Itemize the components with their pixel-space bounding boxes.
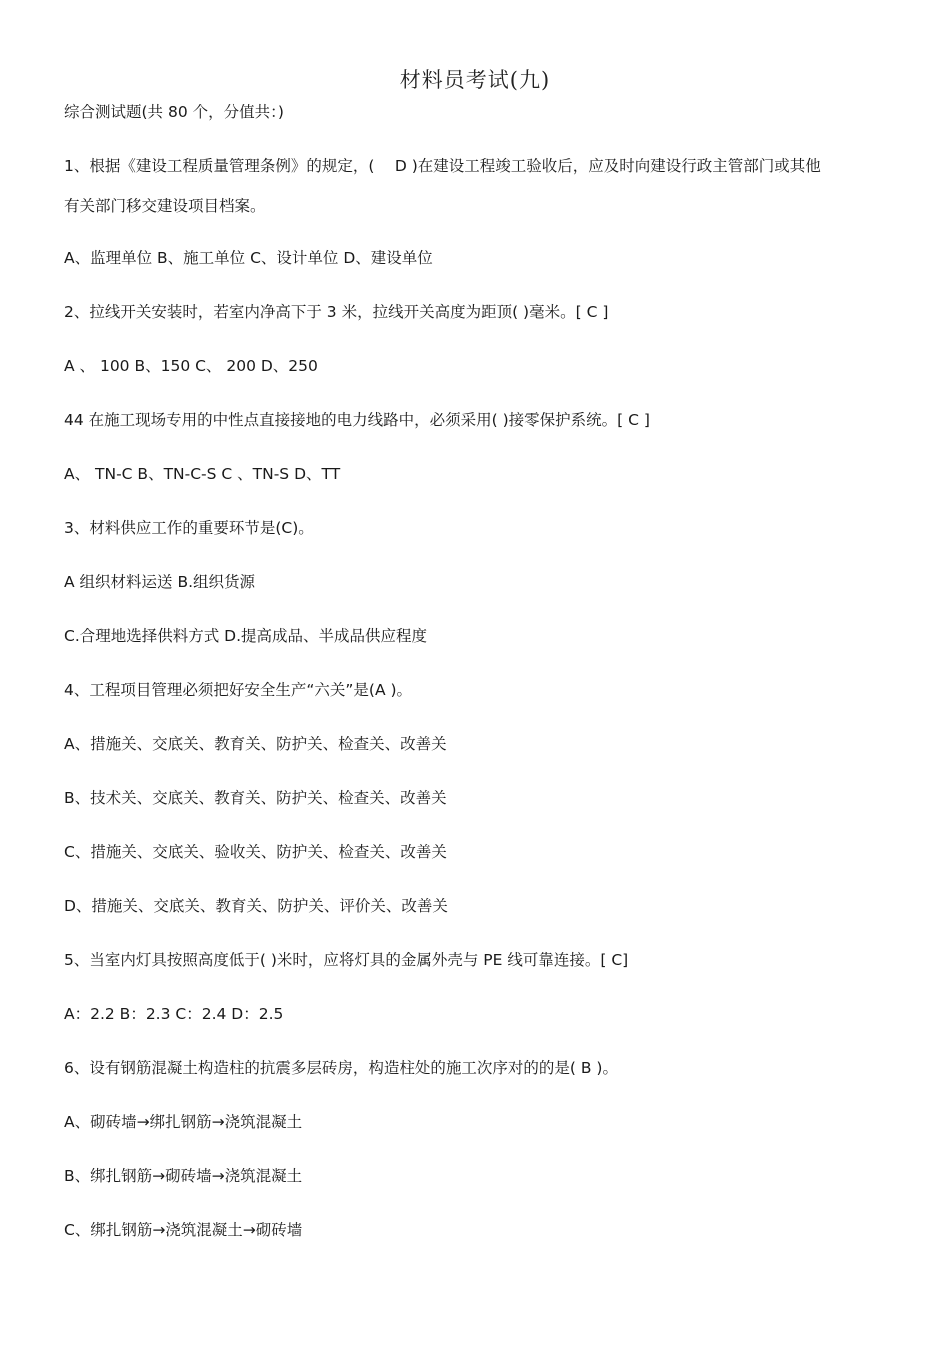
question-3-options-2: C.合理地选择供料方式 D.提高成品、半成品供应程度 [64, 627, 428, 645]
question-4-option-d: D、措施关、交底关、教育关、防护关、评价关、改善关 [64, 897, 448, 915]
question-4-option-a: A、措施关、交底关、教育关、防护关、检查关、改善关 [64, 735, 447, 753]
question-44-text: 44 在施工现场专用的中性点直接接地的电力线路中，必须采用( )接零保护系统。[ C ] [64, 411, 650, 429]
question-1-options: A、监理单位 B、施工单位 C、设计单位 D、建设单位 [64, 249, 433, 267]
question-5-text: 5、当室内灯具按照高度低于( )米时，应将灯具的金属外壳与 PE 线可靠连接。[ C] [64, 951, 629, 969]
question-3-text: 3、材料供应工作的重要环节是(C)。 [64, 519, 314, 537]
question-1-line-1: 1、根据《建设工程质量管理条例》的规定，( D )在建设工程竣工验收后，应及时向建设行政主管部门或其他 [64, 157, 821, 175]
question-6-option-b: B、绑扎钢筋→砌砖墙→浇筑混凝土 [64, 1167, 303, 1185]
question-5-options: A：2.2 B：2.3 C：2.4 D：2.5 [64, 1005, 284, 1023]
question-6-option-a: A、砌砖墙→绑扎钢筋→浇筑混凝土 [64, 1113, 303, 1131]
question-44-options: A、 TN-C B、TN-C-S C 、TN-S D、TT [64, 465, 341, 483]
question-6-option-c: C、绑扎钢筋→浇筑混凝土→砌砖墙 [64, 1221, 303, 1239]
question-4-option-b: B、技术关、交底关、教育关、防护关、检查关、改善关 [64, 789, 447, 807]
question-6-text: 6、设有钢筋混凝土构造柱的抗震多层砖房，构造柱处的施工次序对的的是( B )。 [64, 1059, 618, 1077]
question-4-option-c: C、措施关、交底关、验收关、防护关、检查关、改善关 [64, 843, 447, 861]
question-2-options: A 、 100 B、150 C、 200 D、250 [64, 357, 318, 375]
question-3-options-1: A 组织材料运送 B.组织货源 [64, 573, 256, 591]
document-title: 材料员考试(九) [399, 68, 551, 92]
question-4-text: 4、工程项目管理必须把好安全生产“六关”是(A )。 [64, 681, 413, 699]
document-subtitle: 综合测试题(共 80 个，分值共：) [64, 103, 284, 121]
question-1-line-2: 有关部门移交建设项目档案。 [64, 197, 266, 215]
question-2-text: 2、拉线开关安装时，若室内净高下于 3 米，拉线开关高度为距顶( )毫米。[ C ] [64, 303, 609, 321]
